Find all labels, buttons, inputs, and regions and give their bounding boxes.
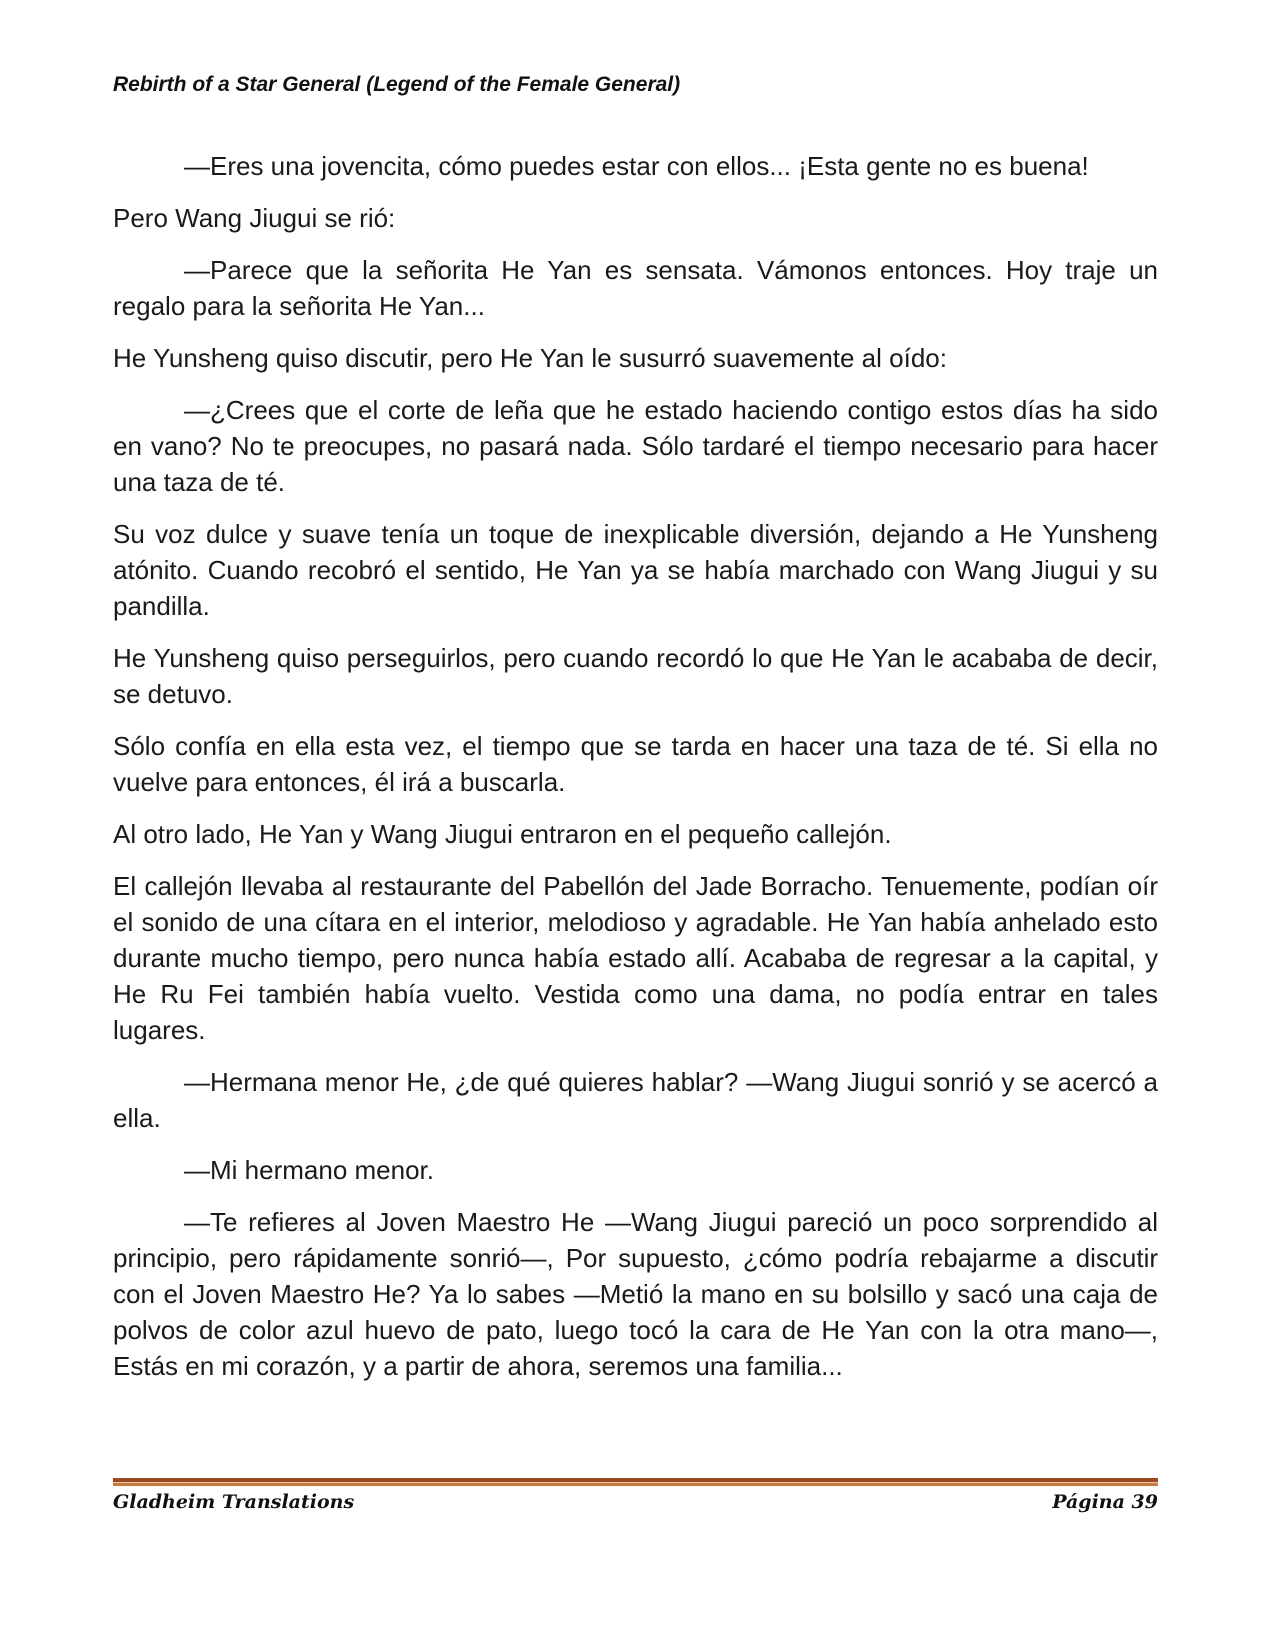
paragraph: Pero Wang Jiugui se rió:	[113, 203, 396, 233]
paragraph: —Hermana menor He, ¿de qué quieres hablar? —Wang Jiugui sonrió y se acercó a ella.	[113, 1067, 1158, 1133]
paragraph: He Yunsheng quiso discutir, pero He Yan le susurró suavemente al oído:	[113, 343, 947, 373]
paragraph: —Te refieres al Joven Maestro He —Wang Jiugui pareció un poco sorprendido al principio, pero rápidamente sonrió—, Por supuesto, ¿cómo podría rebajarme a discutir con el Joven Maestro He? Ya lo sabes —Metió la mano en su bolsillo y sacó una caja de polvos de color azul huevo de pato, luego tocó la cara de He Yan con la otra mano—, Estás en mi corazón, y a partir de ahora, seremos una familia...	[113, 1207, 1158, 1381]
paragraph: —Eres una jovencita, cómo puedes estar con ellos... ¡Esta gente no es buena!	[184, 151, 1089, 181]
paragraph: Su voz dulce y suave tenía un toque de inexplicable diversión, dejando a He Yunsheng atónito. Cuando recobró el sentido, He Yan ya se había marchado con Wang Jiugui y su pandilla.	[113, 519, 1158, 621]
page-body	[113, 148, 1158, 1400]
footer-page-number: Página 39	[1052, 1491, 1158, 1513]
paragraph: —Mi hermano menor.	[184, 1155, 434, 1185]
paragraph: El callejón llevaba al restaurante del Pabellón del Jade Borracho. Tenuemente, podían oír el sonido de una cítara en el interior, melodioso y agradable. He Yan había anhelado esto durante mucho tiempo, pero nunca había estado allí. Acababa de regresar a la capital, y He Ru Fei también había vuelto. Vestida como una dama, no podía entrar en tales lugares.	[113, 871, 1158, 1045]
paragraph: Al otro lado, He Yan y Wang Jiugui entraron en el pequeño callejón.	[113, 819, 892, 849]
page-header-title: Rebirth of a Star General (Legend of the Female General)	[113, 73, 681, 96]
footer-divider	[113, 1478, 1158, 1487]
paragraph: Sólo confía en ella esta vez, el tiempo que se tarda en hacer una taza de té. Si ella no vuelve para entonces, él irá a buscarla.	[113, 731, 1158, 797]
paragraph: He Yunsheng quiso perseguirlos, pero cuando recordó lo que He Yan le acababa de decir, se detuvo.	[113, 643, 1158, 709]
paragraph: —Parece que la señorita He Yan es sensata. Vámonos entonces. Hoy traje un regalo para la señorita He Yan...	[113, 255, 1158, 321]
paragraph: —¿Crees que el corte de leña que he estado haciendo contigo estos días ha sido en vano? No te preocupes, no pasará nada. Sólo tardaré el tiempo necesario para hacer una taza de té.	[113, 395, 1158, 497]
footer-publisher: Gladheim Translations	[113, 1491, 355, 1513]
